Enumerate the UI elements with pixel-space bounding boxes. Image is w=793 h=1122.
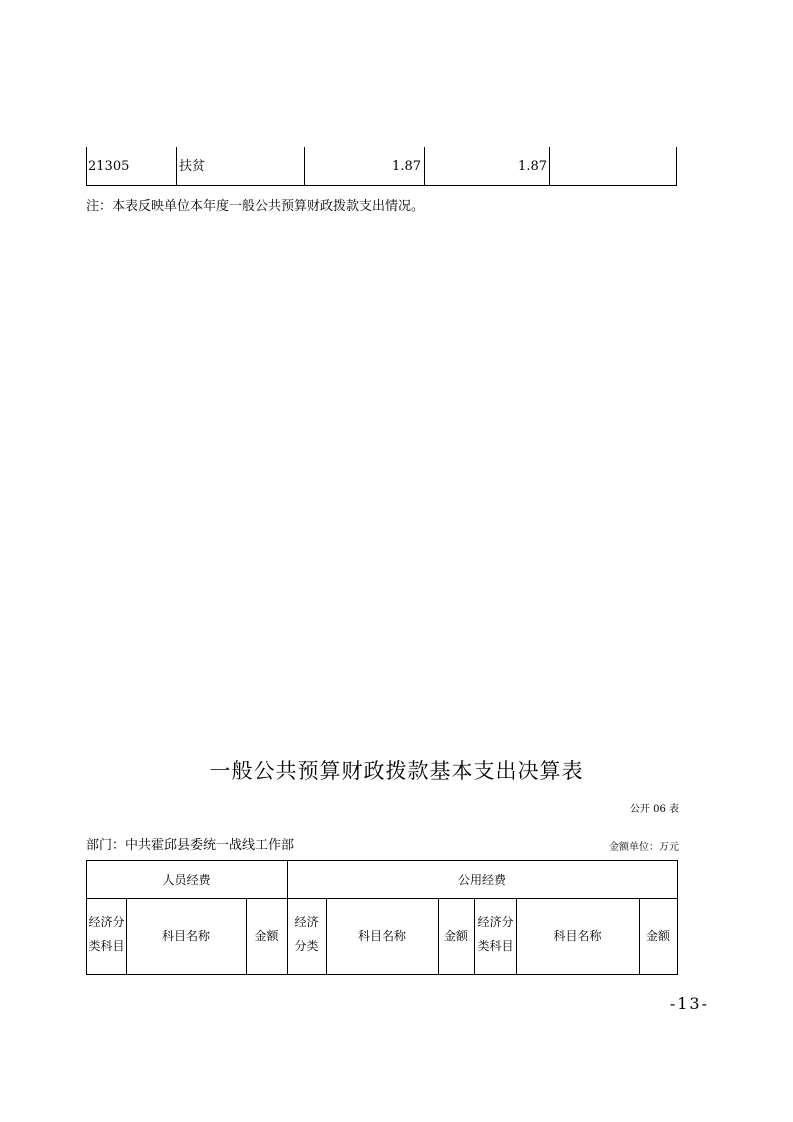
col-subject-name: 科目名称 [161,929,210,943]
table-divider [424,147,425,185]
group-header-public: 公用经费 [457,873,506,887]
table-divider [86,898,678,899]
col-amount: 金额 [443,929,468,943]
subject-code-cell: 21305 [88,159,130,174]
form-code: 公开 06 表 [629,804,679,815]
col-econ-class: 经济分类科目 [477,915,514,953]
col-amount: 金额 [254,929,279,943]
amount-cell: 1.87 [392,159,421,174]
col-econ-class: 经济分类 [294,915,319,953]
table-border-top [86,860,678,861]
table-divider [549,147,550,185]
col-amount: 金额 [645,929,670,943]
table-note: 注：本表反映单位本年度一般公共预算财政拨款支出情况。 [86,199,425,214]
amount-cell: 1.87 [518,159,547,174]
table-divider [176,147,177,185]
expenditure-table-fragment [86,147,677,186]
group-header-personnel: 人员经费 [162,873,211,887]
page-number: -13- [669,994,709,1013]
amount-unit-label: 金额单位：万元 [609,842,679,853]
table-divider [304,147,305,185]
subject-name-cell: 扶贫 [179,159,206,174]
col-subject-name: 科目名称 [357,929,406,943]
page-title: 一般公共预算财政拨款基本支出决算表 [209,759,584,783]
table-border-left [86,147,87,185]
table-border-right [677,860,678,975]
basic-expenditure-table-header [86,860,678,975]
col-econ-class: 经济分类科目 [88,915,125,953]
table-border-right [676,147,677,185]
col-subject-name: 科目名称 [553,929,602,943]
table-border-bottom [86,974,678,975]
department-label: 部门：中共霍邱县委统一战线工作部 [86,838,295,853]
